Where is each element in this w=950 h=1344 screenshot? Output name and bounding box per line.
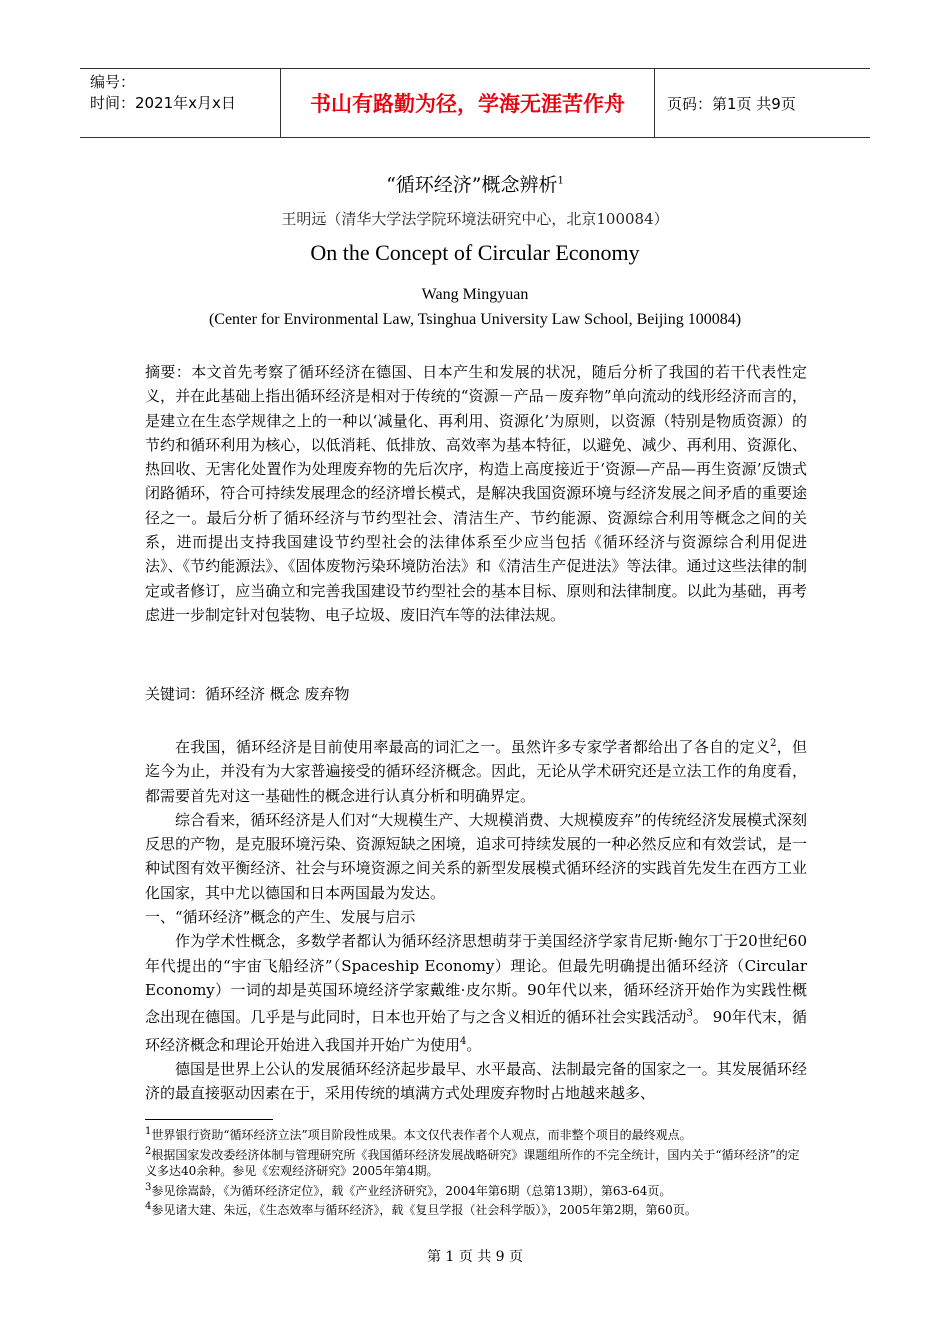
body-text [145, 732, 807, 1105]
paper-title-text: “循环经济”概念辨析 [386, 174, 558, 196]
footnote-2-mark: 2 [145, 1145, 152, 1157]
section-heading-1: 一、“循环经济”概念的产生、发展与启示 [145, 908, 416, 927]
time-label: 时间：2021年x月x日 [90, 94, 236, 112]
footnotes [145, 1124, 807, 1219]
paragraph-4: 德国是世界上公认的发展循环经济起步最早、水平最高、法制最完备的国家之一。其发展循环经济的最直接驱动因素在于，采用传统的填满方式处理废弃物时占地越来越多、 [145, 1059, 807, 1103]
number-label: 编号： [90, 73, 136, 91]
paper-title [0, 170, 950, 197]
author-cn: 王明远（清华大学法学院环境法研究中心，北京100084） [281, 210, 669, 228]
title-en: On the Concept of Circular Economy [310, 240, 640, 265]
header-motto: 书山有路勤为径，学海无涯苦作舟 [281, 69, 655, 137]
paragraph-3 [145, 929, 807, 1056]
header-table [80, 68, 870, 138]
footnote-4-mark: 4 [145, 1201, 152, 1212]
paragraph-1 [145, 732, 807, 808]
footnote-1-mark: 1 [145, 1126, 152, 1137]
title-footnote-mark[interactable]: 1 [557, 175, 564, 187]
paragraph-2: 综合看来，循环经济是人们对“大规模生产、大规模消费、大规模废弃”的传统经济发展模式深刻反思的产物，是克服环境污染、资源短缺之困境，追求可持续发展的一种必然反应和有效尝试，是一种试图有效平衡经济、社会与环境资源之间关系的新型发展模式循环经济的实践首先发生在西方工业化国家，其中尤以德国和日本两国最为发达。 [145, 810, 807, 902]
footnote-1-text: 世界银行资助“循环经济立法”项目阶段性成果。本文仅代表作者个人观点，而非整个项目的最终观点。 [151, 1128, 692, 1142]
header-page-info: 页码：第1页 共9页 [667, 94, 796, 113]
affiliation-en: (Center for Environmental Law, Tsinghua University Law School, Beijing 100084) [208, 311, 742, 328]
footnote-3 [145, 1180, 807, 1200]
paragraph-1-part-a: 在我国，循环经济是目前使用率最高的词汇之一。虽然许多专家学者都给出了各自的定义 [175, 738, 771, 756]
author-en: Wang Mingyuan [421, 286, 529, 303]
footnote-separator [145, 1119, 273, 1120]
footnote-4-text: 参见诸大建、朱远，《生态效率与循环经济》，载《复旦学报（社会科学版）》，2005年第2期，第60页。 [151, 1203, 697, 1217]
paragraph-3-part-c: 。 [466, 1035, 482, 1054]
keywords: 关键词：循环经济 概念 废弃物 [145, 685, 350, 703]
footnote-mark-2[interactable]: 2 [770, 738, 777, 749]
footnote-mark-4[interactable]: 4 [460, 1035, 467, 1047]
paragraph-3-part-a: 作为学术性概念，多数学者都认为循环经济思想萌芽于美国经济学家肯尼斯·鲍尔丁于20世纪60年代提出的“宇宙飞船经济”（Spaceship Economy）理论。但最先明确提出循环经济（Circular Economy）一词的却是英国环境经济学家戴维·皮尔斯。90年代以来，循环经济开始作为实践性概念出现在德国。几乎是与此同时，日本也开始了与之含义相近的循环社会实践活动 [145, 932, 807, 1027]
footnote-3-mark: 3 [145, 1181, 152, 1193]
footnote-mark-3[interactable]: 3 [686, 1008, 693, 1020]
footnote-2-text: 根据国家发改委经济体制与管理研究所《我国循环经济发展战略研究》课题组所作的不完全统计，国内关于“循环经济”的定义多达40余种。参见《宏观经济研究》2005年第4期。 [145, 1147, 800, 1178]
footnote-2 [145, 1144, 807, 1180]
abstract: 摘要：本文首先考察了循环经济在德国、日本产生和发展的状况，随后分析了我国的若干代表性定义，并在此基础上指出循环经济是相对于传统的“资源－产品－废弃物”单向流动的线形经济而言的，是建立在生态学规律之上的一种以‘减量化、再利用、资源化’为原则，以资源（特别是物质资源）的节约和循环利用为核心，以低消耗、低排放、高效率为基本特征，以避免、减少、再利用、资源化、热回收、无害化处置作为处理废弃物的先后次序，构造上高度接近于‘资源—产品—再生资源’反馈式闭路循环，符合可持续发展理念的经济增长模式，是解决我国资源环境与经济发展之间矛盾的重要途径之一。最后分析了循环经济与节约型社会、清洁生产、节约能源、资源综合利用等概念之间的关系，进而提出支持我国建设节约型社会的法律体系至少应当包括《循环经济与资源综合利用促进法》、《节约能源法》、《固体废物污染环境防治法》和《清洁生产促进法》等法律。通过这些法律的制定或者修订，应当确立和完善我国建设节约型社会的基本目标、原则和法律制度。以此为基础，再考虑进一步制定针对包装物、电子垃圾、废旧汽车等的法律法规。 [145, 363, 807, 624]
paragraph-1-part-b: ，但迄今为止，并没有为大家普遍接受的循环经济概念。因此，无论从学术研究还是立法工作的角度看，都需要首先对这一基础性的概念进行认真分析和明确界定。 [145, 738, 807, 805]
footnote-3-text: 参见徐嵩龄，《为循环经济定位》，载《产业经济研究》，2004年第6期（总第13期），第63-64页。 [151, 1183, 672, 1198]
header-meta-cell [80, 69, 281, 137]
paragraph-3-part-b: 。 90年代末，循环经济概念和理论开始进入我国并开始广为使用 [145, 1008, 807, 1054]
footnote-1 [145, 1124, 807, 1144]
footnote-4 [145, 1199, 807, 1219]
page-footer: 第 1 页 共 9 页 [426, 1249, 524, 1265]
